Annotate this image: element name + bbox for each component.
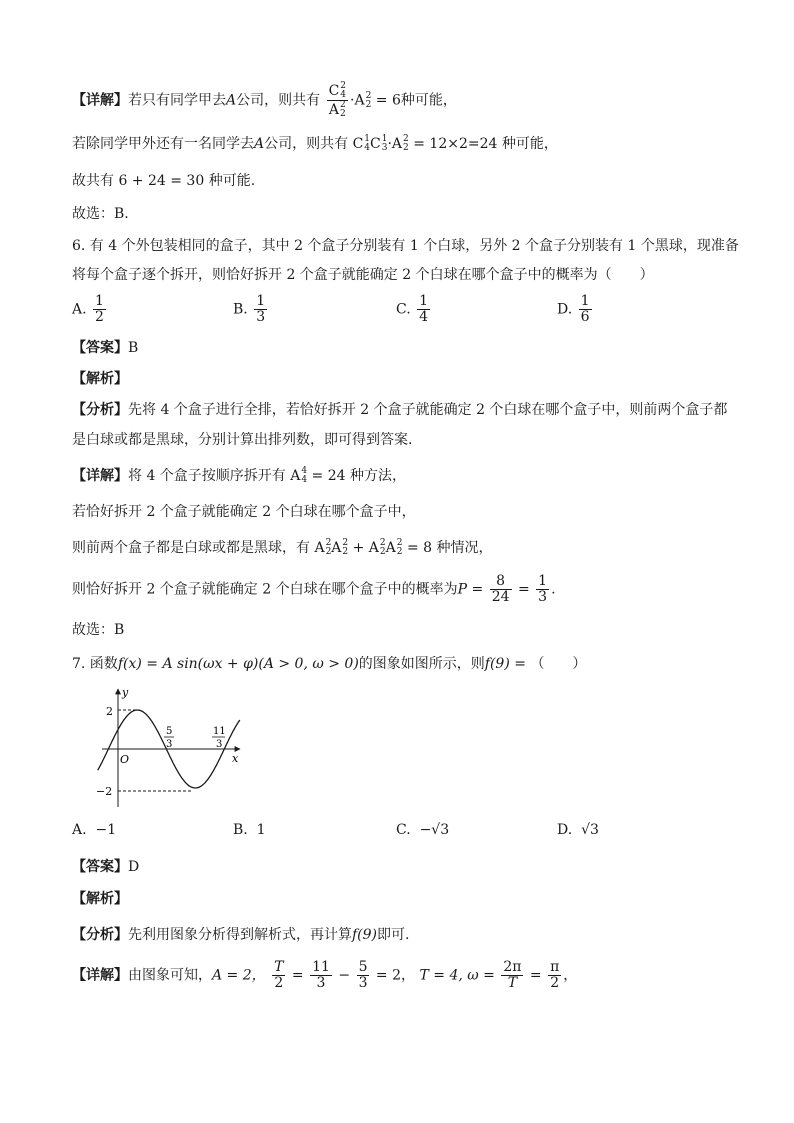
origin-label: O <box>120 753 130 766</box>
denominator: 4 <box>419 309 429 325</box>
tick-5-3-num: 5 <box>166 726 173 737</box>
text: 将 4 个盒子按顺序拆开有 A <box>128 468 301 484</box>
q7-detail <box>72 960 577 991</box>
sup: 2 <box>340 81 347 91</box>
q6-detail-1 <box>72 466 406 486</box>
text: 的图象如图所示，则 <box>358 656 485 672</box>
sup: 2 <box>342 538 349 548</box>
numerator: 1 <box>538 573 548 589</box>
q6-option-d[interactable] <box>557 294 594 325</box>
sub: 2 <box>342 547 349 557</box>
sub: 2 <box>365 99 372 110</box>
q7-fenxi <box>72 925 409 945</box>
a-symbol: ·A <box>387 136 403 152</box>
period-expr: T = 4, ω = <box>419 967 500 984</box>
sub: 2 <box>396 547 403 557</box>
answer-tag: 【答案】 <box>72 340 128 356</box>
text: 由图象可知， <box>128 967 212 984</box>
text: （ ） <box>530 656 587 672</box>
solution-line-3: 故共有 6 + 24 = 30 种可能. <box>72 173 256 189</box>
analysis-tag: 【分析】 <box>72 402 128 418</box>
equals: = <box>287 967 309 984</box>
option-text: −√3 <box>419 822 450 838</box>
q6-jiexi: 【解析】 <box>72 371 128 387</box>
numerator: 1 <box>95 293 104 309</box>
sub: 3 <box>381 143 388 153</box>
q7-jiexi: 【解析】 <box>72 891 128 907</box>
fraction <box>327 82 348 119</box>
sup: 2 <box>379 538 386 548</box>
equals: = <box>525 967 547 984</box>
sup: 4 <box>301 466 308 476</box>
answer-tag: 【答案】 <box>72 859 128 875</box>
y-max-label: 2 <box>106 705 113 718</box>
denominator: 3 <box>538 589 548 605</box>
text: 先将 4 个盒子进行全排，若恰好拆开 2 个盒子就能确定 2 个白球在哪个盒子中，则前两个盒子都 <box>128 402 728 418</box>
sup: 2 <box>340 100 346 110</box>
option-label: B. <box>233 301 248 318</box>
amplitude-expr: A = 2， <box>212 967 266 984</box>
sup: 1 <box>364 134 371 144</box>
y-axis-label: y <box>122 686 129 699</box>
q6-stem-2: 将每个盒子逐个拆开，则恰好拆开 2 个盒子就能确定 2 个白球在哪个盒子中的概率为（ ） <box>72 267 654 283</box>
equals: = <box>513 581 535 598</box>
q6-option-a[interactable] <box>72 294 108 325</box>
text: 公司，则共有 <box>236 92 321 109</box>
option-label: A. <box>72 301 87 318</box>
q7-stem <box>72 654 586 674</box>
detail-tag: 【详解】 <box>72 967 128 984</box>
q7-option-d[interactable] <box>557 822 599 838</box>
sup: 2 <box>365 90 372 101</box>
numerator: 1 <box>419 293 429 309</box>
text: = 8 种情况， <box>402 540 493 556</box>
solution-line-2 <box>72 134 558 154</box>
q6-option-b[interactable] <box>233 294 269 325</box>
option-text: 1 <box>256 822 266 838</box>
q6-detail-4 <box>72 574 556 605</box>
x-axis-label: x <box>232 752 239 765</box>
q6-choose: 故选：B <box>72 622 125 638</box>
sup: 2 <box>396 538 403 548</box>
denominator: 2 <box>95 309 104 325</box>
tick-11-3-num: 11 <box>213 726 226 737</box>
y-min-label: −2 <box>96 785 113 798</box>
denominator: 3 <box>256 309 266 325</box>
a-symbol: + A <box>348 540 379 556</box>
numerator: 8 <box>490 574 512 590</box>
text: 即可. <box>377 927 410 943</box>
function-expr: f(x) = A sin(ωx + φ)(A > 0, ω > 0) <box>117 656 359 672</box>
sub: 2 <box>340 109 346 119</box>
text: 先利用图象分析得到解析式，再计算 <box>128 927 352 943</box>
sub: 2 <box>325 547 332 557</box>
sub: 2 <box>403 143 409 153</box>
sup: 1 <box>381 134 388 144</box>
var-a: A <box>254 136 265 152</box>
function-value: f(9) = <box>484 656 531 672</box>
tick-11-3-den: 3 <box>216 739 223 750</box>
tick-5-3-den: 3 <box>166 739 173 750</box>
option-label: A. <box>72 822 87 838</box>
answer-value: D <box>128 859 140 875</box>
option-text: −1 <box>95 822 117 838</box>
text: 若除同学甲外还有一名同学去 <box>72 136 254 152</box>
denominator: 3 <box>358 975 368 991</box>
sup: 2 <box>403 134 409 144</box>
denominator: 3 <box>316 975 326 991</box>
numerator: 1 <box>256 293 266 309</box>
option-label: C. <box>396 301 411 318</box>
c-symbol: C <box>370 136 381 152</box>
numerator: 11 <box>312 959 330 975</box>
text: ， <box>563 967 578 984</box>
text: 7. 函数 <box>72 656 118 672</box>
sub: 4 <box>340 90 347 100</box>
q6-fenxi-1 <box>72 400 727 420</box>
a-symbol: ·A <box>350 92 365 109</box>
text: = 12×2=24 种可能， <box>408 136 558 152</box>
a-symbol: A <box>328 102 339 118</box>
detail-tag: 【详解】 <box>72 92 128 109</box>
q7-option-a[interactable] <box>72 822 116 838</box>
numerator: T <box>274 959 284 975</box>
solution-line-1 <box>72 82 457 119</box>
q6-detail-3 <box>72 538 493 558</box>
minus: − <box>333 967 355 984</box>
option-label: B. <box>233 822 248 838</box>
denominator: 24 <box>491 589 510 605</box>
text: 则前两个盒子都是白球或都是黑球，有 A <box>72 540 325 556</box>
denominator: 2 <box>274 975 284 991</box>
option-label: D. <box>557 822 573 838</box>
sub: 2 <box>379 547 386 557</box>
numerator: 2π <box>503 959 522 975</box>
sup: 2 <box>325 538 332 548</box>
q6-option-c[interactable] <box>396 294 432 325</box>
q6-detail-2: 若恰好拆开 2 个盒子就能确定 2 个白球在哪个盒子中， <box>72 504 416 520</box>
sub: 4 <box>301 475 308 485</box>
option-text: √3 <box>581 822 599 838</box>
analysis-tag: 【分析】 <box>72 927 128 943</box>
option-label: C. <box>396 822 411 838</box>
detail-tag: 【详解】 <box>72 468 128 484</box>
numerator: 1 <box>580 293 590 309</box>
a-symbol: A <box>331 540 342 556</box>
option-label: D. <box>557 301 573 318</box>
equals: = <box>467 581 488 598</box>
numerator: 5 <box>358 959 368 975</box>
text: 则恰好拆开 2 个盒子就能确定 2 个白球在哪个盒子中的概率为 <box>72 581 458 598</box>
c-symbol: C <box>328 83 340 99</box>
answer-value: B <box>128 340 139 356</box>
a-symbol: A <box>385 540 396 556</box>
q7-option-b[interactable] <box>233 822 266 838</box>
sub: 4 <box>364 143 371 153</box>
denominator: T <box>507 975 518 991</box>
q6-answer <box>72 338 138 358</box>
text: 公司，则共有 C <box>264 136 364 152</box>
text: 若只有同学甲去 <box>128 92 226 109</box>
q6-stem-1: 6. 有 4 个外包装相同的盒子，其中 2 个盒子分别装有 1 个白球，另外 2 个盒子分别装有 1 个黑球，现准备 <box>72 238 739 254</box>
text: = 6种可能， <box>371 92 457 109</box>
denominator: 2 <box>550 975 560 991</box>
text: = 2， <box>371 967 416 984</box>
q7-answer <box>72 857 139 877</box>
numerator: π <box>550 959 560 975</box>
q6-fenxi-2: 是白球或都是黑球，分别计算出排列数，即可得到答案. <box>72 432 413 448</box>
sine-graph <box>72 685 252 810</box>
denominator: 6 <box>580 309 590 325</box>
text: = 24 种方法， <box>307 468 407 484</box>
var-p: P <box>457 581 468 598</box>
function-value: f(9) <box>352 927 378 943</box>
var-a: A <box>226 92 237 109</box>
choose-line: 故选：B. <box>72 206 129 222</box>
q7-option-c[interactable] <box>396 822 449 838</box>
period: . <box>551 581 556 598</box>
